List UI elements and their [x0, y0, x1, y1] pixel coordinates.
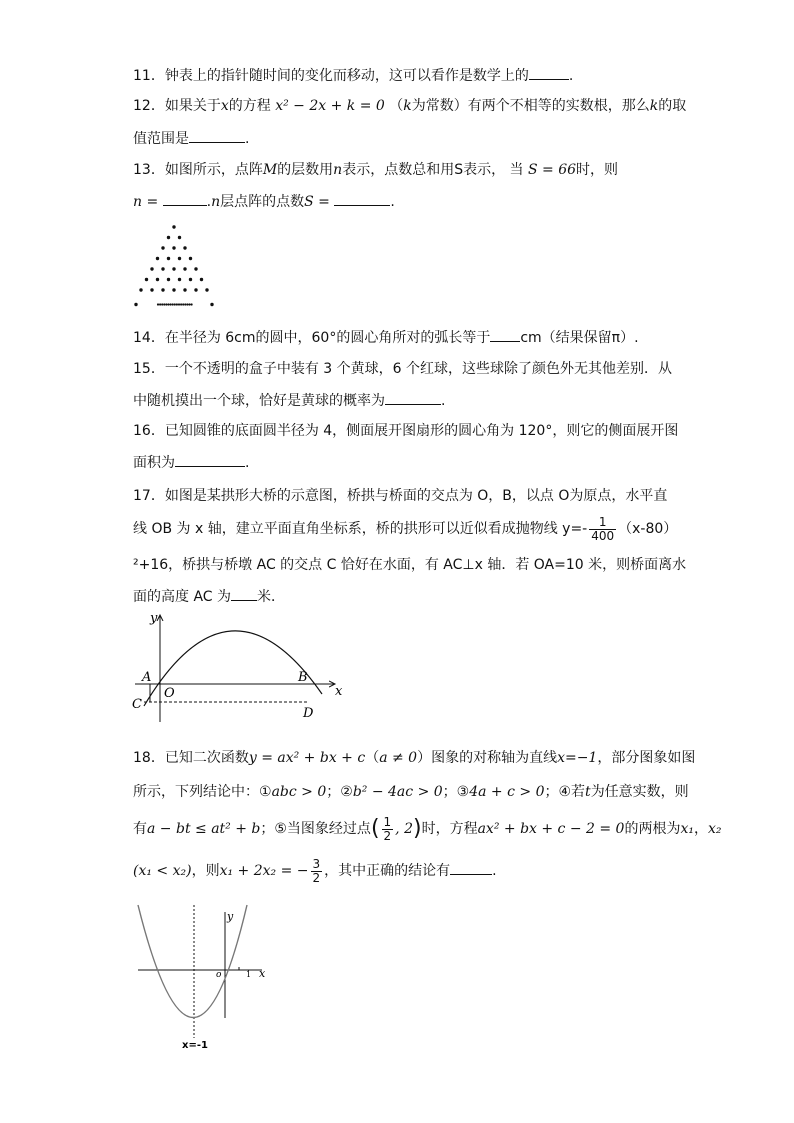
q18-line2 [133, 782, 689, 802]
q12-line1 [133, 96, 686, 116]
label-y: y [227, 910, 234, 923]
q16-text-2: 面积为 [133, 455, 175, 471]
q13-text-d: 时，则 [576, 162, 619, 178]
label-x: x [335, 684, 343, 699]
lattice-dot [161, 246, 164, 249]
dot-lattice-figure [128, 222, 220, 308]
lattice-dot [178, 278, 181, 281]
q18-frac-num: 3 [312, 856, 321, 871]
q18-text-2b: ；② [326, 784, 353, 800]
q11-end: . [568, 68, 574, 84]
q16-blank[interactable] [175, 452, 245, 467]
lattice-dot [150, 267, 153, 270]
lattice-dot [183, 267, 186, 270]
lattice-dot [183, 288, 186, 291]
lattice-dot [200, 278, 203, 281]
q12-blank[interactable] [189, 128, 245, 143]
q18-line4 [133, 854, 497, 888]
lattice-dot [139, 288, 142, 291]
q18-conclusion: x₁ + 2x₂ = − [219, 863, 309, 879]
lattice-ellipsis-dot [157, 303, 159, 305]
q18-text-2d: ；④若 [544, 784, 586, 800]
q17-text-2a: 线 OB 为 x 轴，建立平面直角坐标系，桥的拱形可以近似看成抛物线 y=- [133, 521, 588, 537]
q18-text-1c: ）图象的对称轴为直线 [417, 750, 558, 766]
q14-blank[interactable] [490, 327, 520, 342]
lattice-dot [172, 288, 175, 291]
lattice-dot [145, 278, 148, 281]
label-D: D [303, 706, 314, 721]
q18-condition: (x₁ < x₂) [133, 863, 192, 879]
q18-x1: x₁ [680, 821, 694, 837]
q18-blank[interactable] [450, 860, 492, 875]
q18-conclusion-fraction [311, 858, 323, 885]
q13-line2 [133, 191, 395, 212]
q18-text-1d: ，部分图象如图 [597, 750, 696, 766]
q18-text-2c: ；③ [442, 784, 470, 800]
q14-line1 [133, 327, 639, 348]
lattice-dot [183, 246, 186, 249]
q18-function: y = ax² + bx + c [248, 750, 366, 766]
q17-text-4a: 面的高度 AC 为 [133, 589, 232, 605]
q18-claim-1: abc > 0 [271, 784, 327, 800]
q17-text-4b: 米． [257, 589, 286, 605]
q11-text: 11．钟表上的指针随时间的变化而移动，这可以看作是数学上的 [133, 68, 529, 84]
q16-line1 [133, 421, 678, 441]
parabola-figure [130, 900, 280, 1060]
lattice-ellipsis-dot [182, 303, 184, 305]
q12-end: . [245, 131, 250, 147]
q13-S-eq: S = [304, 194, 330, 210]
q18-text-4b: ，其中正确的结论有 [324, 863, 451, 879]
q16-end: . [245, 455, 250, 471]
q18-text-2e: 为任意实数，则 [590, 784, 689, 800]
lattice-dot [172, 246, 175, 249]
q18-t: t [585, 784, 591, 800]
lattice-dot [156, 257, 159, 260]
q18-point-den: 2 [383, 828, 392, 843]
q15-text-2: 中随机摸出一个球，恰好是黄球的概率为 [133, 393, 385, 409]
lattice-ellipsis-dot [159, 303, 161, 305]
lattice-ellipsis-dot [188, 303, 190, 305]
q12-var: x [220, 98, 229, 114]
q13-line1 [133, 160, 618, 180]
q18-end: . [492, 863, 497, 879]
lattice-dot [178, 236, 181, 239]
lattice-dot [156, 278, 159, 281]
lattice-dot [161, 288, 164, 291]
q18-x2: x₂ [707, 821, 722, 837]
q18-point-num: 1 [383, 814, 392, 829]
lattice-ellipsis-dot [172, 303, 174, 305]
lattice-dot [167, 257, 170, 260]
lattice-dot [205, 288, 208, 291]
q12-text-a: 12．如果关于 [133, 98, 221, 114]
lattice-dot [189, 257, 192, 260]
lattice-ellipsis-dot [161, 303, 163, 305]
lattice-ellipsis-dot [170, 303, 172, 305]
q18-axis: x=−1 [557, 750, 598, 766]
q17-line2 [133, 514, 677, 544]
q18-point-fraction [382, 816, 394, 843]
lattice-dot [161, 267, 164, 270]
lattice-ellipsis-dot [191, 303, 193, 305]
q17-text-2b: （x-80） [618, 521, 678, 537]
label-C: C [132, 697, 142, 712]
q12-equation: x² − 2x + k = 0 [275, 98, 385, 114]
q17-line3 [133, 555, 686, 575]
lattice-ellipsis-dot [167, 303, 169, 305]
q18-point-y: , 2 [395, 821, 413, 837]
lattice-dot [194, 267, 197, 270]
label-x: x [259, 967, 266, 980]
q18-frac-den: 2 [312, 870, 321, 885]
lattice-ellipsis-dot [186, 303, 188, 305]
q11-line1 [133, 65, 573, 86]
q13-n-eq: n = [133, 194, 159, 210]
lattice-dot [189, 278, 192, 281]
q12-line2-text: 值范围是 [133, 131, 189, 147]
q16-line2 [133, 452, 249, 473]
q17-blank[interactable] [231, 586, 257, 601]
q18-text-1a: 18．已知二次函数 [133, 750, 249, 766]
q18-claim-4: a − bt ≤ at² + b [147, 821, 261, 837]
lattice-dot [178, 257, 181, 260]
q18-text-3d: 的两根为 [624, 821, 681, 837]
q13-n2: n [211, 194, 221, 210]
q18-comma: ， [693, 821, 708, 837]
lattice-dot [150, 288, 153, 291]
q12-text-b: 的方程 [228, 98, 271, 114]
q11-blank[interactable] [529, 65, 569, 80]
q17-text-3: ²+16，桥拱与桥墩 AC 的交点 C 恰好在水面，有 AC⊥x 轴．若 OA=10 米，则桥面离水 [133, 557, 687, 573]
q13-dot: . [206, 194, 212, 210]
q12-k: k [403, 98, 412, 114]
lattice-ellipsis-dot [174, 303, 176, 305]
lattice-ellipsis-dot [178, 303, 180, 305]
q18-text-3a: 有 [133, 821, 147, 837]
q17-frac-den: 400 [591, 528, 615, 543]
lattice-dot [167, 236, 170, 239]
q13-end: . [390, 194, 395, 210]
q13-text-c: 表示，点数总和用S表示， 当 [342, 162, 524, 178]
lattice-ellipsis-dot [184, 303, 186, 305]
q13-condition: S = 66 [528, 162, 577, 178]
q17-line4 [133, 586, 285, 607]
q13-blank-S[interactable] [334, 191, 390, 206]
q18-text-1b: （ [365, 750, 380, 766]
q15-text-1: 15．一个不透明的盒子中装有 3 个黄球，6 个红球，这些球除了颜色外无其他差别．从 [133, 361, 672, 377]
q18-text-3b: ；⑤当图象经过点 [260, 821, 371, 837]
q15-line1 [133, 359, 672, 379]
q12-k2: k [649, 98, 659, 114]
q12-text-e: 的取 [658, 98, 687, 114]
q15-end: . [441, 393, 446, 409]
lattice-corner-dot [210, 303, 213, 306]
q15-blank[interactable] [385, 390, 441, 405]
q18-text-2a: 所示，下列结论中：① [133, 784, 272, 800]
q17-frac-num: 1 [589, 516, 616, 530]
label-O: O [164, 686, 175, 701]
q13-blank-n[interactable] [163, 191, 207, 206]
q15-line2 [133, 390, 445, 411]
q14-end: cm（结果保留π）. [520, 330, 639, 346]
q17-text-1: 17．如图是某拱形大桥的示意图，桥拱与桥面的交点为 O，B，以点 O为原点，水平直 [133, 488, 668, 504]
q13-M: M [262, 162, 278, 178]
label-y: y [150, 611, 158, 626]
lattice-ellipsis-dot [176, 303, 178, 305]
lattice-dot [172, 225, 175, 228]
lattice-dot [194, 288, 197, 291]
q18-line3: 有a − bt ≤ at² + b；⑤当图象经过点( $\frac{1}{2}$ , 2)时，方程ax² + bx + c − 2 = 0的两根为x₁，x₂ [133, 814, 722, 843]
q14-text: 14．在半径为 6cm的圆中，60°的圆心角所对的弧长等于 [133, 330, 491, 346]
label-1: 1 [246, 970, 252, 979]
q18-equation: ax² + bx + c − 2 = 0 [477, 821, 625, 837]
lattice-ellipsis-dot [180, 303, 182, 305]
q18-claim-2: b² − 4ac > 0 [352, 784, 443, 800]
q13-text-b: 的层数用 [277, 162, 334, 178]
lattice-ellipsis-dot [163, 303, 165, 305]
q18-claim-3: 4a + c > 0 [469, 784, 545, 800]
q18-text-3c: 时，方程 [421, 821, 478, 837]
lattice-dot [167, 278, 170, 281]
label-o: o [216, 970, 222, 980]
q13-text-c2: 层点阵的点数 [220, 194, 305, 210]
q18-a-nonzero: a ≠ 0 [379, 750, 418, 766]
label-axis: x=-1 [182, 1040, 208, 1051]
q12-text-c: （ [389, 98, 404, 114]
lattice-dot [172, 267, 175, 270]
q17-line1 [133, 486, 667, 506]
lattice-corner-dot [134, 303, 137, 306]
q18-text-4a: ，则 [191, 863, 220, 879]
label-A: A [142, 670, 152, 685]
lattice-ellipsis-dot [165, 303, 167, 305]
q16-text-1: 16．已知圆锥的底面圆半径为 4，侧面展开图扇形的圆心角为 120°，则它的侧面展开图 [133, 423, 679, 439]
label-B: B [298, 670, 308, 685]
q17-fraction [589, 516, 616, 543]
q13-n: n [333, 162, 343, 178]
q12-text-d: 为常数）有两个不相等的实数根，那么 [411, 98, 650, 114]
bridge-arch-figure [130, 610, 350, 722]
q18-line1 [133, 748, 695, 768]
q13-text-a: 13．如图所示，点阵 [133, 162, 263, 178]
q12-line2 [133, 128, 249, 149]
